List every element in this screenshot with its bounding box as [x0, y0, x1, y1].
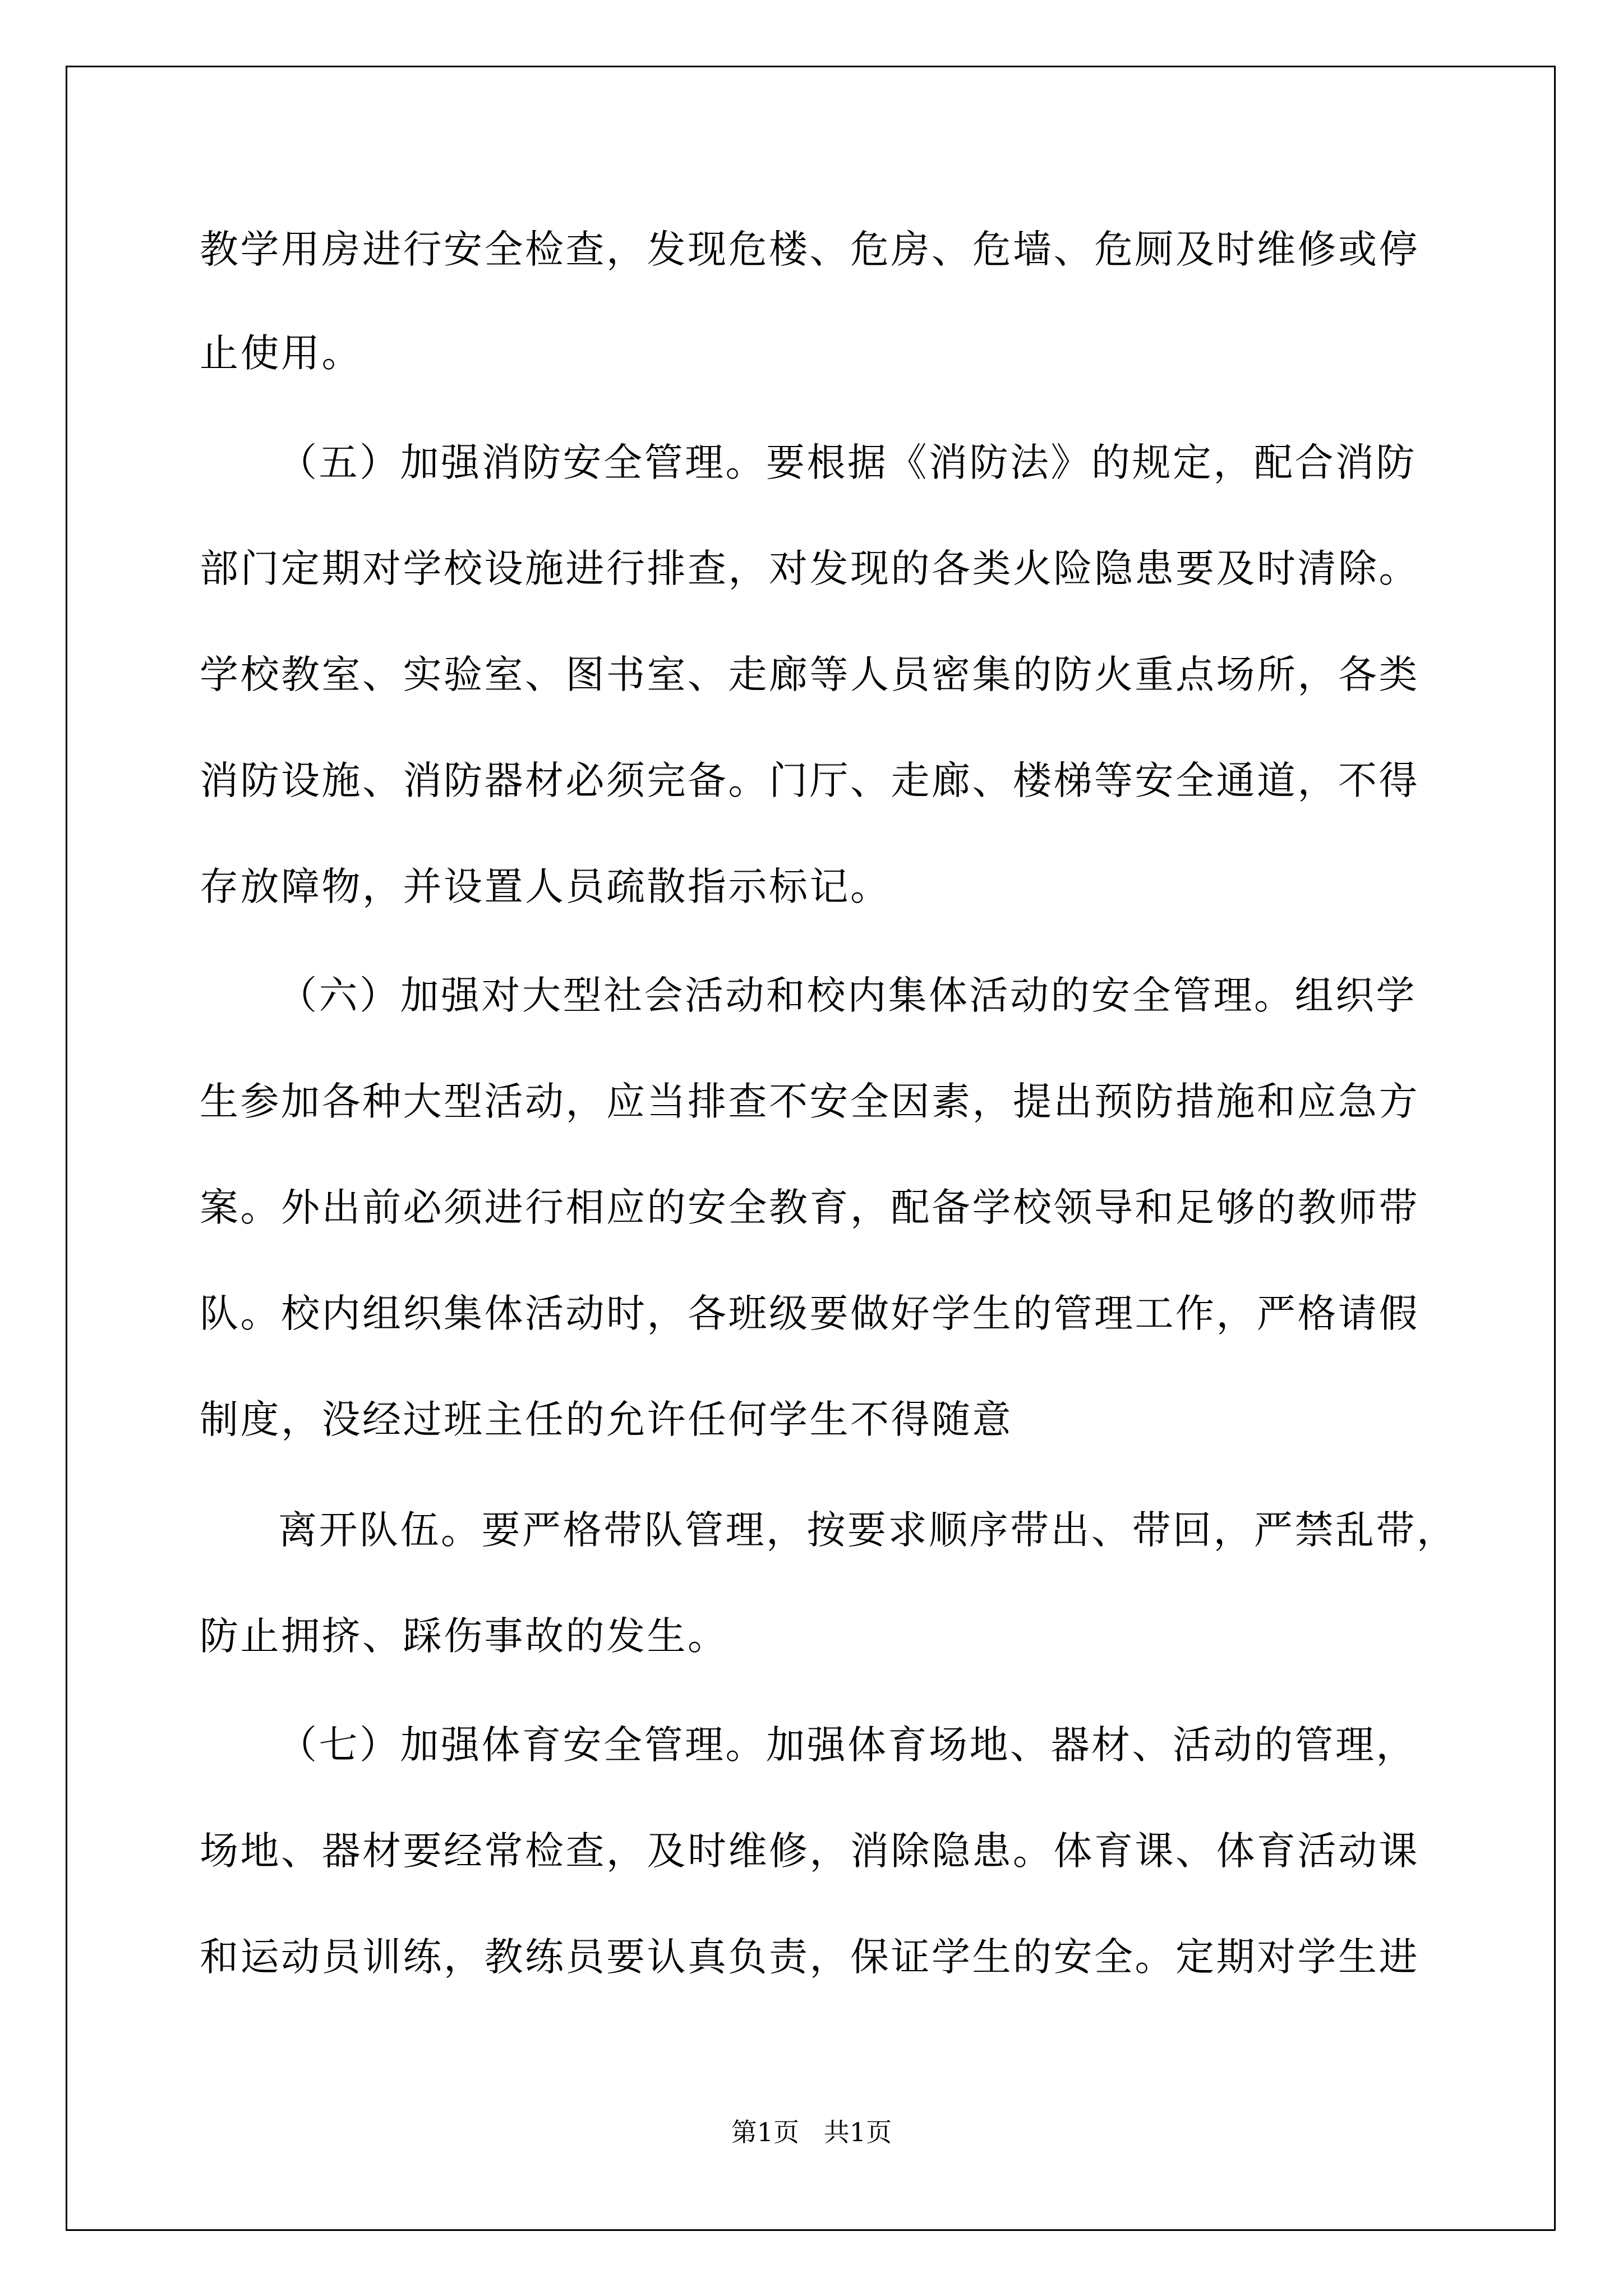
- body-line: 队。校内组织集体活动时，各班级要做好学生的管理工作，严格请假: [200, 1291, 1419, 1336]
- body-line: 案。外出前必须进行相应的安全教育，配备学校领导和足够的教师带: [200, 1185, 1419, 1230]
- body-line: 场地、器材要经常检查，及时维修，消除隐患。体育课、体育活动课: [200, 1829, 1419, 1874]
- page-border: [66, 66, 1556, 2231]
- paragraph-start-line: （七）加强体育安全管理。加强体育场地、器材、活动的管理，: [278, 1723, 1417, 1768]
- body-line: 制度，没经过班主任的允许任何学生不得随意: [200, 1397, 1013, 1442]
- body-line: 消防设施、消防器材必须完备。门厅、走廊、楼梯等安全通道，不得: [200, 758, 1419, 803]
- body-line: 存放障物，并设置人员疏散指示标记。: [200, 864, 891, 909]
- body-line: 教学用房进行安全检查，发现危楼、危房、危墙、危厕及时维修或停: [200, 227, 1419, 272]
- paragraph-start-line: （五）加强消防安全管理。要根据《消防法》的规定，配合消防: [278, 440, 1417, 485]
- body-line: 和运动员训练，教练员要认真负责，保证学生的安全。定期对学生进: [200, 1935, 1419, 1980]
- body-line: 生参加各种大型活动，应当排查不安全因素，提出预防措施和应急方: [200, 1079, 1419, 1124]
- paragraph-start-line: 离开队伍。要严格带队管理，按要求顺序带出、带回，严禁乱带，: [278, 1508, 1458, 1553]
- paragraph-start-line: （六）加强对大型社会活动和校内集体活动的安全管理。组织学: [278, 973, 1417, 1018]
- body-line: 防止拥挤、踩伤事故的发生。: [200, 1614, 728, 1659]
- body-line: 止使用。: [200, 331, 362, 376]
- body-line: 部门定期对学校设施进行排查，对发现的各类火险隐患要及时清除。: [200, 546, 1419, 591]
- page-footer: 第1页 共1页: [731, 2117, 892, 2147]
- body-line: 学校教室、实验室、图书室、走廊等人员密集的防火重点场所，各类: [200, 652, 1419, 697]
